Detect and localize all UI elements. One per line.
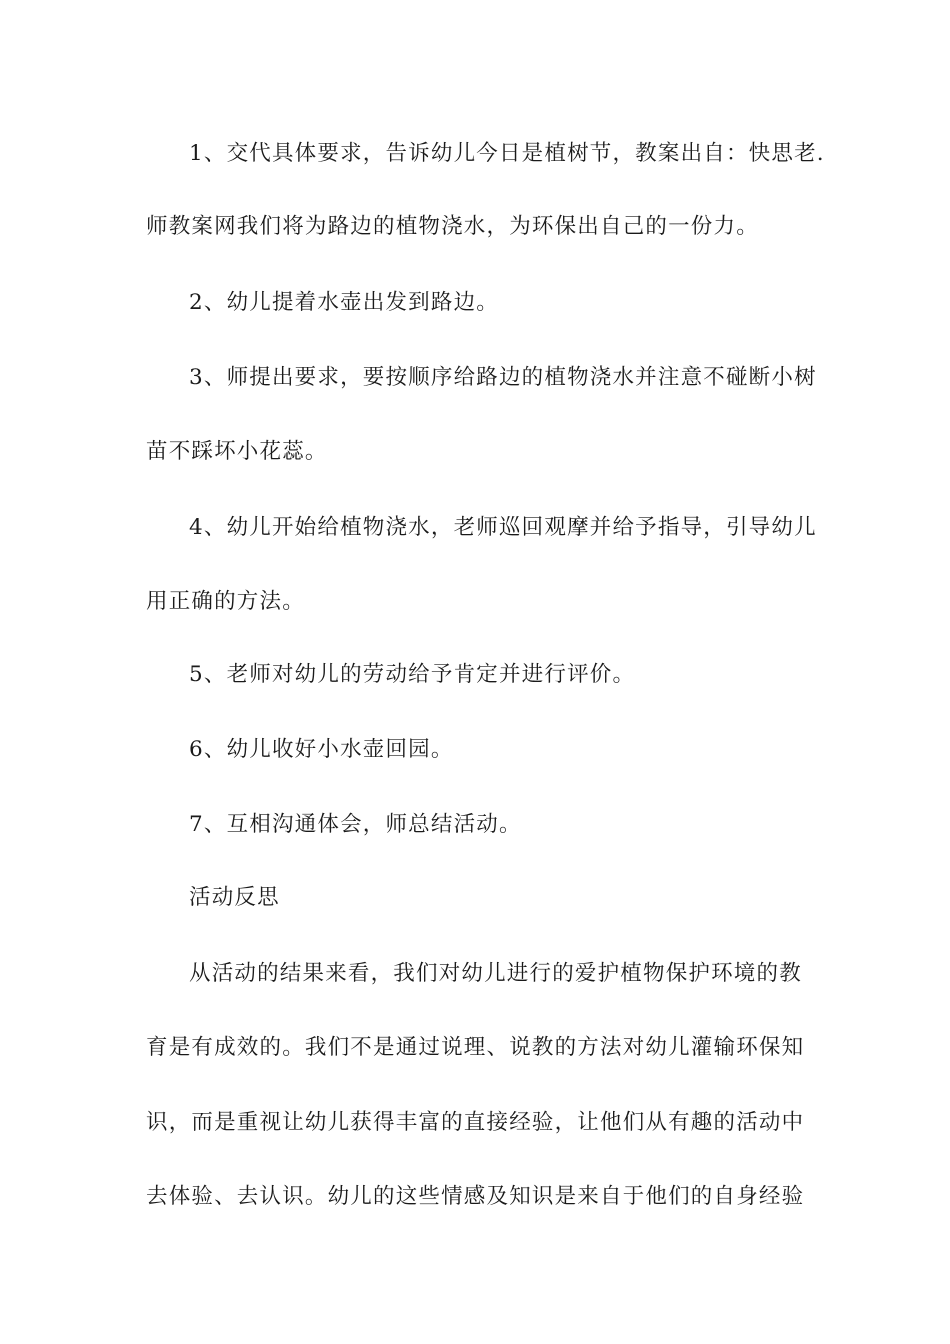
reflection-line-3: 识，而是重视让幼儿获得丰富的直接经验，让他们从有趣的活动中 <box>146 1110 805 1135</box>
step-6-line: 6、幼儿收好小水壶回园。 <box>189 737 454 762</box>
step-7-line: 7、互相沟通体会，师总结活动。 <box>189 812 522 837</box>
step-3-line-1: 3、师提出要求，要按顺序给路边的植物浇水并注意不碰断小树 <box>189 365 817 390</box>
step-1-line-1: 1、交代具体要求，告诉幼儿今日是植树节，教案出自：快思老. <box>189 141 825 166</box>
step-5-line: 5、老师对幼儿的劳动给予肯定并进行评价。 <box>189 662 636 687</box>
reflection-line-1: 从活动的结果来看，我们对幼儿进行的爱护植物保护环境的教 <box>189 961 802 986</box>
section-heading-activity-reflection: 活动反思 <box>189 885 280 910</box>
reflection-line-4: 去体验、去认识。幼儿的这些情感及知识是来自于他们的自身经验 <box>146 1184 805 1209</box>
step-2-line: 2、幼儿提着水壶出发到路边。 <box>189 290 499 315</box>
step-3-line-2: 苗不踩坏小花蕊。 <box>146 439 328 464</box>
step-1-line-2: 师教案网我们将为路边的植物浇水，为环保出自己的一份力。 <box>146 214 759 239</box>
step-4-line-1: 4、幼儿开始给植物浇水，老师巡回观摩并给予指导，引导幼儿 <box>189 515 817 540</box>
reflection-line-2: 育是有成效的。我们不是通过说理、说教的方法对幼儿灌输环保知 <box>146 1035 805 1060</box>
step-4-line-2: 用正确的方法。 <box>146 589 305 614</box>
